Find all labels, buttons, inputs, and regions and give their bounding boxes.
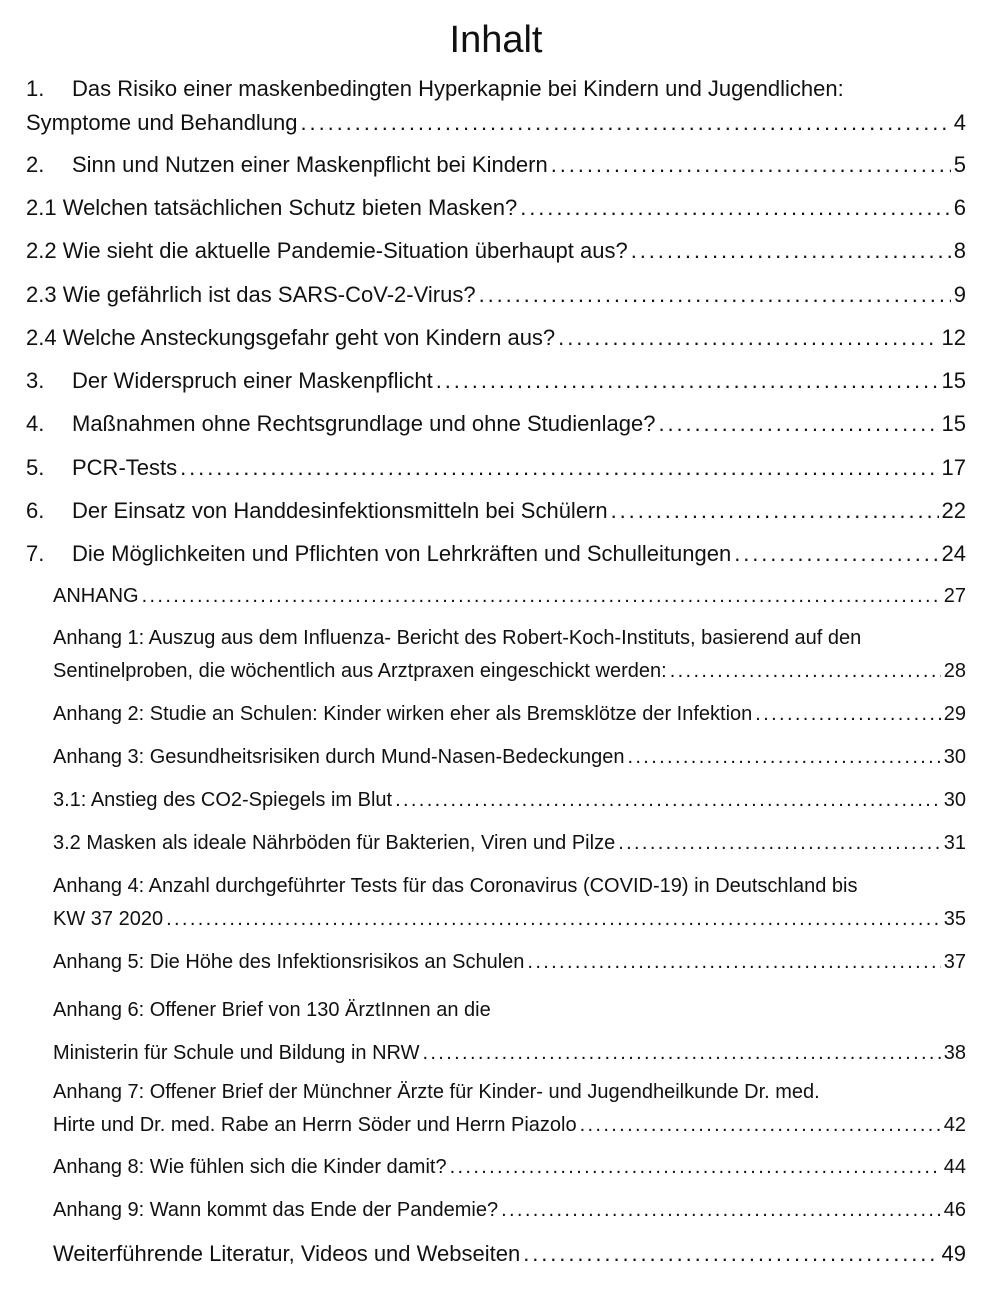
toc-entry-title: Anhang 3: Gesundheitsrisiken durch Mund-Nasen-Bedeckungen — [53, 746, 625, 768]
toc-entry-3[interactable] — [26, 364, 966, 398]
toc-page-number: 28 — [943, 660, 966, 682]
toc-entry-title: 2.1 Welchen tatsächlichen Schutz bieten Masken? — [26, 195, 518, 220]
toc-page-number: 4 — [953, 110, 966, 135]
toc-entry-anhang-3-1[interactable] — [53, 784, 966, 816]
toc-entry-1[interactable] — [26, 72, 966, 140]
toc-page-number: 5 — [953, 152, 966, 177]
toc-entry-number: 4. — [26, 411, 45, 436]
toc-page-number: 30 — [943, 746, 966, 768]
toc-entry-anhang-2[interactable] — [53, 698, 966, 730]
toc-page-number: 22 — [941, 498, 966, 523]
toc-entry-number: 1. — [26, 76, 45, 101]
toc-page-number: 49 — [941, 1241, 966, 1266]
toc-entry-2-3[interactable] — [26, 278, 966, 312]
toc-page-number: 8 — [953, 238, 966, 263]
dot-leader — [618, 827, 941, 859]
toc-entry-anhang-1[interactable] — [53, 622, 966, 688]
toc-entry-number: 6. — [26, 498, 45, 523]
toc-page-number: 15 — [941, 368, 966, 393]
toc-entry-number: 2. — [26, 152, 45, 177]
dot-leader — [631, 234, 951, 268]
toc-entry-anhang-7[interactable] — [53, 1076, 966, 1142]
dot-leader — [501, 1194, 941, 1226]
dot-leader — [527, 946, 940, 978]
dot-leader — [558, 321, 938, 355]
toc-entry-title-line1: Das Risiko einer maskenbedingten Hyperkapnie bei Kindern und Jugendlichen: — [72, 76, 844, 101]
toc-page-number: 44 — [943, 1156, 966, 1178]
toc-entry-title: 2.2 Wie sieht die aktuelle Pandemie-Situation überhaupt aus? — [26, 238, 628, 263]
toc-entry-5[interactable] — [26, 451, 966, 485]
toc-entry-title: Die Möglichkeiten und Pflichten von Lehrkräften und Schulleitungen — [72, 541, 732, 566]
toc-entry-2-2[interactable] — [26, 234, 966, 268]
dot-leader — [755, 698, 940, 730]
toc-entry-4[interactable] — [26, 407, 966, 441]
toc-entry-anhang-8[interactable] — [53, 1151, 966, 1183]
toc-entry-title: Sinn und Nutzen einer Maskenpflicht bei Kindern — [72, 152, 548, 177]
toc-entry-title: ANHANG — [53, 585, 139, 607]
dot-leader — [479, 278, 951, 312]
toc-entry-anhang-5[interactable] — [53, 946, 966, 978]
toc-entry-title-line1: Anhang 7: Offener Brief der Münchner Ärzte für Kinder- und Jugendheilkunde Dr. med. — [53, 1081, 820, 1103]
dot-leader — [450, 1151, 941, 1183]
toc-entry-6[interactable] — [26, 494, 966, 528]
dot-leader — [658, 407, 938, 441]
toc-entry-number: 7. — [26, 541, 45, 566]
toc-page-number: 12 — [941, 325, 966, 350]
toc-entry-title-line1: Anhang 4: Anzahl durchgeführter Tests für das Coronavirus (COVID-19) in Deutschland bis — [53, 875, 858, 897]
dot-leader — [580, 1109, 941, 1142]
toc-entry-number: 5. — [26, 455, 45, 480]
toc-entry-anhang-3[interactable] — [53, 741, 966, 773]
toc-entry-title: Anhang 2: Studie an Schulen: Kinder wirken eher als Bremsklötze der Infektion — [53, 703, 753, 725]
toc-entry-title: 2.4 Welche Ansteckungsgefahr geht von Kindern aus? — [26, 325, 556, 350]
toc-entry-anhang-4[interactable] — [53, 870, 966, 936]
toc-page-number: 24 — [941, 541, 966, 566]
toc-page-number: 17 — [941, 455, 966, 480]
dot-leader — [734, 537, 938, 571]
toc-page-number: 38 — [943, 1042, 966, 1064]
dot-leader — [180, 451, 938, 485]
toc-page-number: 30 — [943, 789, 966, 811]
page-title: Inhalt — [449, 19, 543, 61]
toc-entry-title: Weiterführende Literatur, Videos und Webseiten — [53, 1241, 521, 1266]
toc-entry-anhang[interactable] — [53, 580, 966, 612]
toc-entry-2-1[interactable] — [26, 191, 966, 225]
toc-page-number: 42 — [943, 1114, 966, 1136]
toc-page-number: 29 — [943, 703, 966, 725]
toc-entry-title: PCR-Tests — [72, 455, 178, 480]
toc-page-number: 9 — [953, 282, 966, 307]
dot-leader — [551, 148, 951, 182]
toc-page-number: 35 — [943, 908, 966, 930]
toc-entry-title: Anhang 8: Wie fühlen sich die Kinder damit? — [53, 1156, 447, 1178]
dot-leader — [301, 106, 951, 140]
toc-entry-title: 3.1: Anstieg des CO2-Spiegels im Blut — [53, 789, 393, 811]
toc-page-number: 15 — [941, 411, 966, 436]
toc-entry-anhang-6[interactable] — [53, 989, 966, 1075]
toc-entry-title: KW 37 2020 — [53, 908, 164, 930]
toc-page-number: 37 — [943, 951, 966, 973]
toc-entry-title: Sentinelproben, die wöchentlich aus Arztpraxen eingeschickt werden: — [53, 660, 667, 682]
toc-entry-anhang-9[interactable] — [53, 1194, 966, 1226]
dot-leader — [422, 1032, 940, 1075]
toc-entry-number: 3. — [26, 368, 45, 393]
dot-leader — [627, 741, 940, 773]
toc-entry-anhang-3-2[interactable] — [53, 827, 966, 859]
toc-entry-title: 3.2 Masken als ideale Nährböden für Bakterien, Viren und Pilze — [53, 832, 616, 854]
toc-page-number: 6 — [953, 195, 966, 220]
dot-leader — [395, 784, 941, 816]
dot-leader — [520, 191, 951, 225]
toc-entry-2[interactable] — [26, 148, 966, 182]
toc-entry-title: Ministerin für Schule und Bildung in NRW — [53, 1042, 420, 1064]
dot-leader — [142, 580, 941, 612]
toc-entry-title: Maßnahmen ohne Rechtsgrundlage und ohne Studienlage? — [72, 411, 656, 436]
toc-entry-title: Der Einsatz von Handdesinfektionsmitteln bei Schülern — [72, 498, 608, 523]
toc-entry-title: 2.3 Wie gefährlich ist das SARS-CoV-2-Virus? — [26, 282, 476, 307]
dot-leader — [670, 655, 941, 688]
toc-entry-title: Anhang 5: Die Höhe des Infektionsrisikos an Schulen — [53, 951, 525, 973]
toc-page-number: 27 — [943, 585, 966, 607]
toc-page-number: 31 — [943, 832, 966, 854]
toc-entry-title-line1: Anhang 1: Auszug aus dem Influenza- Bericht des Robert-Koch-Instituts, basierend auf den — [53, 627, 862, 649]
toc-entry-title: Der Widerspruch einer Maskenpflicht — [72, 368, 433, 393]
toc-entry-title: Symptome und Behandlung — [26, 110, 298, 135]
toc-entry-title: Anhang 9: Wann kommt das Ende der Pandemie? — [53, 1199, 499, 1221]
toc-entry-literatur[interactable] — [53, 1237, 966, 1271]
dot-leader — [523, 1237, 938, 1271]
toc-entry-2-4[interactable] — [26, 321, 966, 355]
toc-entry-7[interactable] — [26, 537, 966, 571]
toc-entry-title: Hirte und Dr. med. Rabe an Herrn Söder und Herrn Piazolo — [53, 1114, 577, 1136]
dot-leader — [611, 494, 939, 528]
toc-entry-title-line1: Anhang 6: Offener Brief von 130 ÄrztInnen an die — [53, 999, 491, 1021]
dot-leader — [436, 364, 939, 398]
dot-leader — [166, 903, 941, 936]
toc-page-number: 46 — [943, 1199, 966, 1221]
